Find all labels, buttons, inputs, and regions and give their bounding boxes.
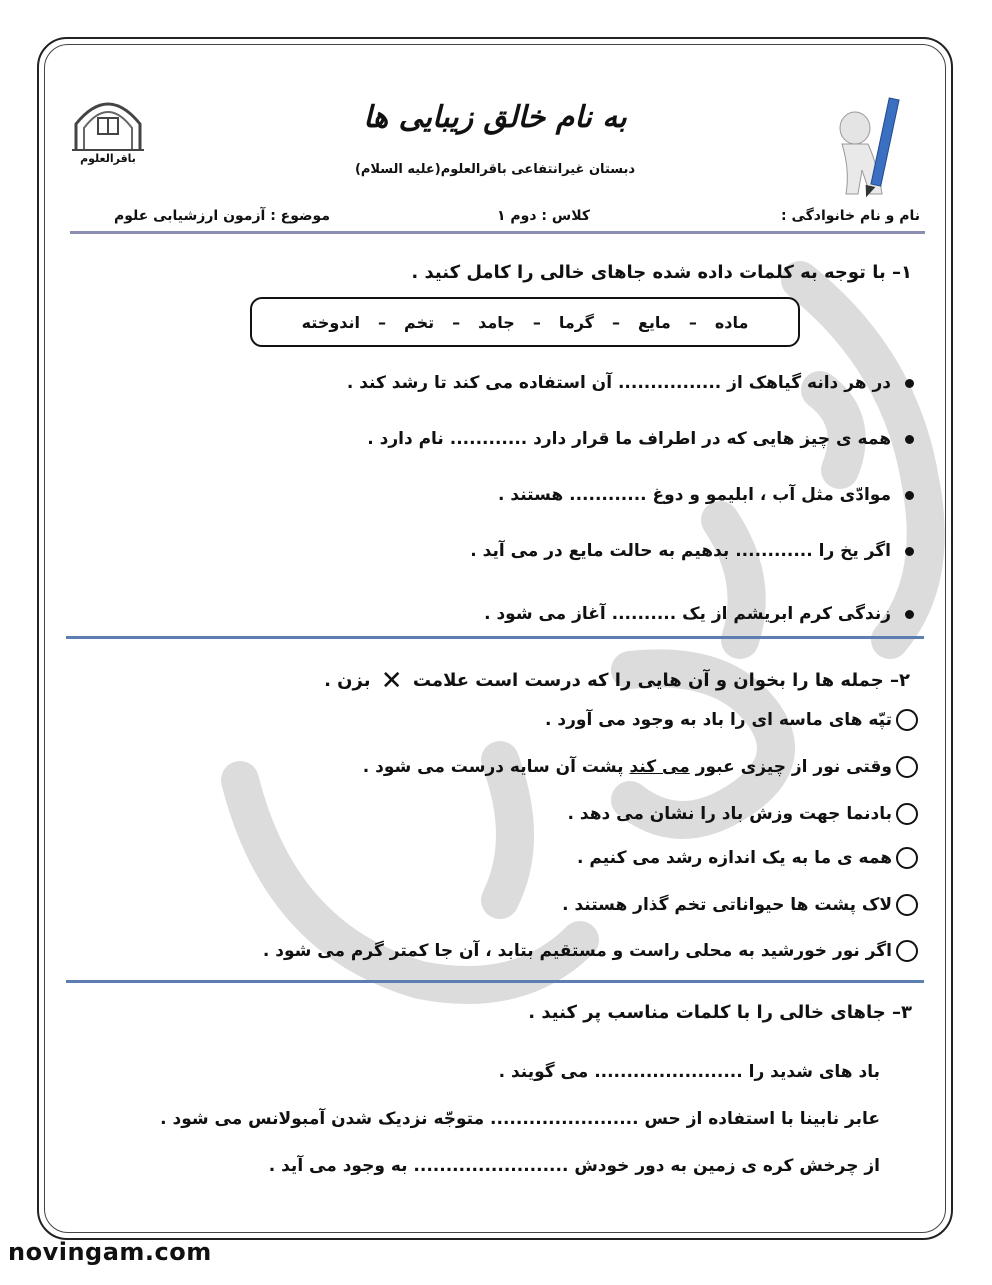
section-divider — [66, 980, 924, 983]
true-false-text: وقتی نور از چیزی عبور — [689, 757, 892, 777]
true-false-item — [263, 940, 918, 962]
bullet-icon — [905, 491, 914, 500]
bullet-icon — [905, 610, 914, 619]
list-item-text: در هر دانه گیاهک از ................ آن استفاده می کند تا رشد کند . — [346, 373, 891, 393]
word-bank-word: ماده — [714, 312, 749, 332]
true-false-text: پشت آن سایه درست می شود . — [362, 757, 630, 777]
pencil-figure-icon — [820, 84, 910, 202]
x-mark-icon: ✕ — [380, 666, 403, 696]
true-false-item — [562, 894, 918, 916]
answer-circle[interactable] — [896, 709, 918, 731]
answer-circle[interactable] — [896, 847, 918, 869]
section3-heading: ۳– جاهای خالی را با کلمات مناسب پر کنید . — [528, 1002, 912, 1023]
true-false-item — [568, 803, 918, 825]
word-bank-separator: – — [532, 312, 541, 332]
underlined-text: می کند — [629, 757, 690, 777]
list-item — [367, 429, 914, 449]
list-item-text: همه ی چیز هایی که در اطراف ما قرار دارد ............ نام دارد . — [367, 429, 891, 449]
answer-circle[interactable] — [896, 940, 918, 962]
list-item-text: زندگی کرم ابریشم از یک .......... آغاز می شود . — [484, 604, 891, 624]
true-false-text: همه ی ما به یک اندازه رشد می کنیم . — [576, 848, 892, 868]
class-label: کلاس : دوم ۱ — [496, 208, 590, 224]
page-title: به نام خالق زیبایی ها — [363, 100, 627, 135]
true-false-text: لاک پشت ها حیواناتی تخم گذار هستند . — [562, 895, 892, 915]
word-bank-separator: – — [611, 312, 620, 332]
header-divider — [70, 231, 925, 234]
true-false-text: تپّه های ماسه ای را باد به وجود می آورد . — [545, 710, 892, 730]
school-logo-text: باقرالعلوم — [80, 152, 136, 165]
list-item — [484, 604, 914, 624]
true-false-item — [545, 709, 918, 731]
section-divider — [66, 636, 924, 639]
name-label: نام و نام خانوادگی : — [780, 208, 920, 224]
word-bank-word: جامد — [478, 312, 515, 332]
list-item — [498, 485, 914, 505]
answer-circle[interactable] — [896, 894, 918, 916]
bullet-icon — [905, 547, 914, 556]
bullet-icon — [905, 379, 914, 388]
fill-blank-item: از چرخش کره ی زمین به دور خودش ........................ به وجود می آید . — [268, 1156, 880, 1176]
word-bank-word: تخم — [404, 312, 435, 332]
true-false-text: اگر نور خورشید به محلی راست و مستقیم بتابد ، آن جا کمتر گرم می شود . — [262, 941, 892, 961]
list-item-text: موادّی مثل آب ، ابلیمو و دوغ ............ هستند . — [498, 485, 891, 505]
section2-heading-text: ۲– جمله ها را بخوان و آن هایی را که درست است علامت — [412, 670, 910, 691]
list-item — [470, 541, 914, 561]
subject-label: موضوع : آزمون ارزشیابی علوم — [113, 208, 330, 224]
site-watermark: novingam.com — [8, 1238, 212, 1266]
true-false-item — [577, 847, 918, 869]
answer-circle[interactable] — [896, 803, 918, 825]
word-bank-word: گرما — [558, 312, 594, 332]
word-bank-separator: – — [378, 312, 387, 332]
true-false-item — [363, 756, 918, 778]
word-bank-separator: – — [688, 312, 697, 332]
word-bank-word: مایع — [637, 312, 671, 332]
bullet-icon — [905, 435, 914, 444]
word-bank-separator: – — [452, 312, 461, 332]
word-bank-word: اندوخته — [301, 312, 361, 332]
list-item — [347, 373, 914, 393]
section2-heading-end: بزن . — [324, 670, 371, 691]
school-name: دبستان غیرانتفاعی باقرالعلوم(علیه السلام) — [354, 162, 636, 177]
answer-circle[interactable] — [896, 756, 918, 778]
section2-heading — [324, 666, 910, 696]
true-false-text: بادنما جهت وزش باد را نشان می دهد . — [567, 804, 892, 824]
fill-blank-item: عابر نابینا با استفاده از حس ....................... متوجّه نزدیک شدن آمبولانس می شود . — [160, 1109, 880, 1129]
word-bank-box — [250, 297, 800, 347]
list-item-text: اگر یخ را ............ بدهیم به حالت مایع در می آید . — [470, 541, 891, 561]
section1-heading: ۱– با توجه به کلمات داده شده جاهای خالی را کامل کنید . — [411, 262, 912, 283]
fill-blank-item: باد های شدید را ....................... می گویند . — [498, 1062, 880, 1082]
